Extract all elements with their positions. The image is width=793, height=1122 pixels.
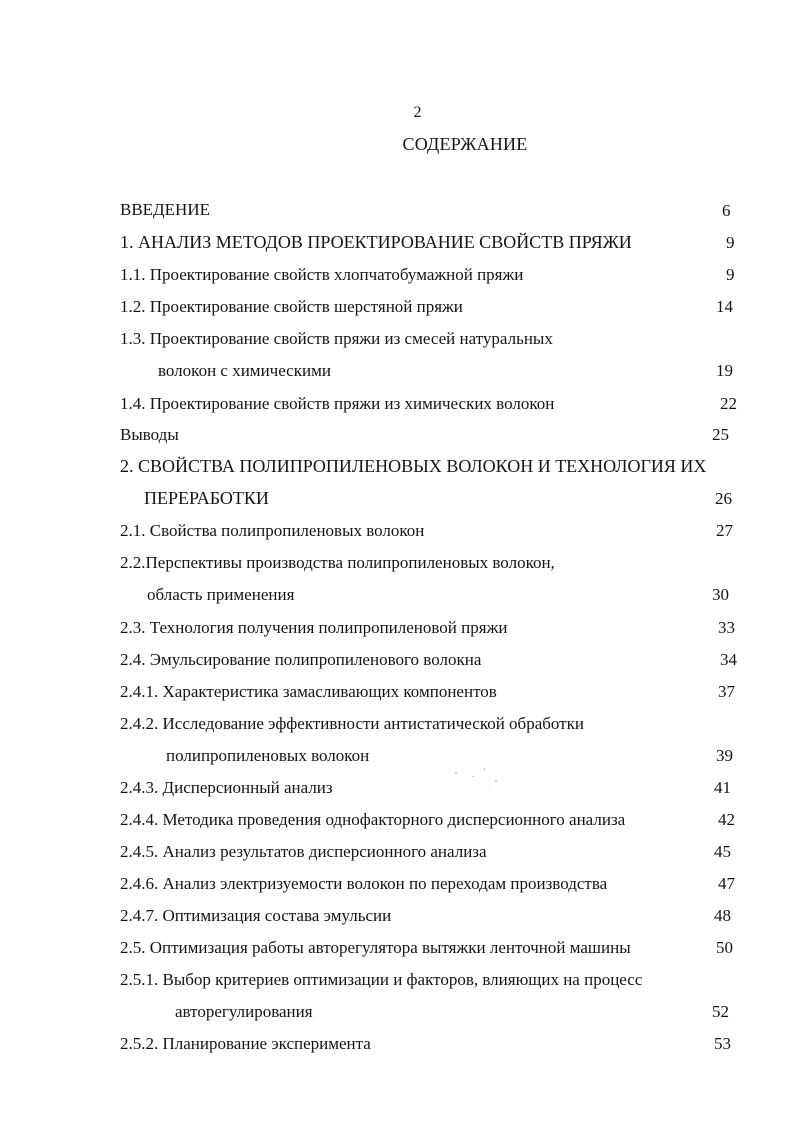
toc-entry-text: авторегулирования [175,1002,313,1021]
toc-entry-text: 2.4.1. Характеристика замасливающих компонентов [120,682,497,701]
toc-entry-text: 2.5. Оптимизация работы авторегулятора вытяжки ленточной машины [120,938,631,957]
toc-entry-page: 52 [712,1002,729,1021]
toc-entry-text: 1.3. Проектирование свойств пряжи из смесей натуральных [120,329,553,348]
toc-entry-page: 37 [718,682,735,701]
toc-entry-text: 1.4. Проектирование свойств пряжи из химических волокон [120,394,555,413]
toc-entry-page: 22 [720,394,737,413]
scan-speck [484,768,485,771]
toc-entry-text: 2.5.1. Выбор критериев оптимизации и факторов, влияющих на процесс [120,970,643,989]
toc-entry-page: 50 [716,938,733,957]
toc-entry-page: 30 [712,585,729,604]
toc-entry-page: 14 [716,297,733,316]
toc-entry-text: 2.4.3. Дисперсионный анализ [120,778,333,797]
scan-speck [495,780,497,782]
toc-entry-text: ПЕРЕРАБОТКИ [144,488,269,508]
toc-entry-text: волокон с химическими [158,361,331,380]
toc-entry-page: 27 [716,521,733,540]
toc-entry-page: 48 [714,906,731,925]
toc-entry-page: 41 [714,778,731,797]
toc-entry-text: 2.4.6. Анализ электризуемости волокон по переходам производства [120,874,608,893]
toc-entry-text: Выводы [120,425,179,444]
toc-entry-page: 9 [726,233,735,252]
toc-entry-page: 34 [720,650,737,669]
toc-entry-text: 2.5.2. Планирование эксперимента [120,1034,371,1053]
toc-entry-page: 25 [712,425,729,444]
toc-entry-text: 2.4. Эмульсирование полипропиленового волокна [120,650,482,669]
scan-speck [472,776,474,777]
toc-entry-page: 53 [714,1034,731,1053]
toc-entry-page: 47 [718,874,735,893]
toc-title: СОДЕРЖАНИЕ [402,134,528,154]
toc-entry-text: 1. АНАЛИЗ МЕТОДОВ ПРОЕКТИРОВАНИЕ СВОЙСТВ ПРЯЖИ [120,232,632,252]
toc-entry-text: 1.2. Проектирование свойств шерстяной пряжи [120,297,463,316]
toc-entry-page: 26 [715,489,732,508]
toc-entry-text: область применения [147,585,295,604]
toc-entry-page: 45 [714,842,731,861]
toc-entry-text: 1.1. Проектирование свойств хлопчатобумажной пряжи [120,265,524,284]
page-number: 2 [413,104,422,121]
toc-entry-text: 2.4.7. Оптимизация состава эмульсии [120,906,392,925]
toc-entry-text: 2.2.Перспективы производства полипропиленовых волокон, [120,553,555,572]
toc-entry-text: ВВЕДЕНИЕ [120,200,210,219]
toc-entry-page: 39 [716,746,733,765]
toc-entry-text: 2.4.4. Методика проведения однофакторного дисперсионного анализа [120,810,626,829]
toc-entry-page: 33 [718,618,735,637]
toc-entry-text: 2.1. Свойства полипропиленовых волокон [120,521,425,540]
toc-entry-page: 42 [718,810,735,829]
scan-speck [455,772,457,774]
toc-entry-page: 9 [726,265,735,284]
toc-entry-page: 6 [722,201,731,220]
toc-entry-text: 2.4.2. Исследование эффективности антистатической обработки [120,714,584,733]
toc-entry-text: 2.3. Технология получения полипропиленовой пряжи [120,618,508,637]
toc-entry-text: 2. СВОЙСТВА ПОЛИПРОПИЛЕНОВЫХ ВОЛОКОН И ТЕХНОЛОГИЯ ИХ [120,456,707,476]
toc-entry-text: полипропиленовых волокон [166,746,370,765]
toc-entry-text: 2.4.5. Анализ результатов дисперсионного анализа [120,842,487,861]
toc-entry-page: 19 [716,361,733,380]
scan-speck [490,786,491,787]
